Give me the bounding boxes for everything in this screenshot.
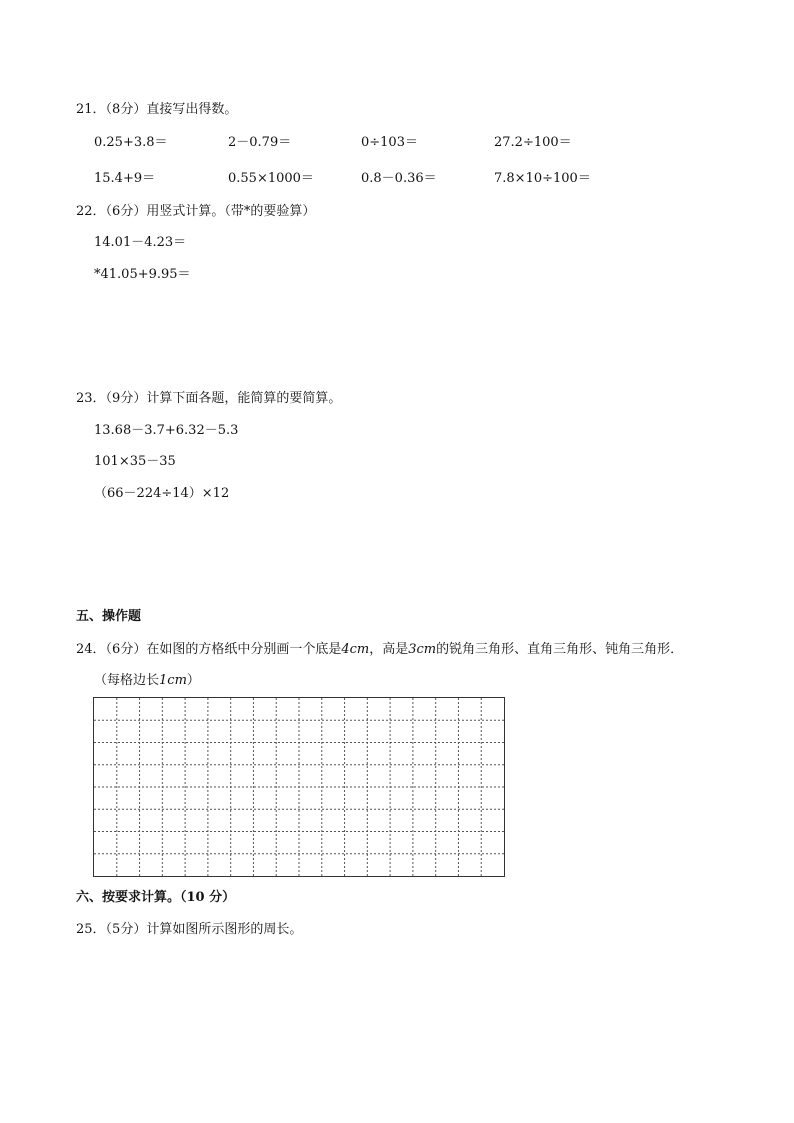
- q24-note: [94, 672, 200, 690]
- q24-header-part-c: 的锐角三角形、直角三角形、钝角三角形．: [436, 642, 684, 657]
- q25-header: 25．（5分）计算如图所示图形的周长。: [76, 922, 303, 937]
- q24-header-part-b: ，高是: [369, 642, 409, 657]
- q22-header: 22．（6分）用竖式计算。（带*的要验算）: [76, 204, 316, 219]
- q21-item-4: 27.2÷100＝: [494, 135, 572, 150]
- q21-item-8: 7.8×10÷100＝: [494, 171, 591, 186]
- q24-note-part-b: ）: [186, 673, 200, 688]
- q21-item-7: 0.8－0.36＝: [361, 171, 437, 186]
- q21-item-6: 0.55×1000＝: [228, 171, 314, 186]
- q24-header: [76, 641, 683, 659]
- q21-item-3: 0÷103＝: [361, 135, 418, 150]
- q22-item-1: 14.01－4.23＝: [94, 235, 187, 250]
- q24-note-unit: 1cm: [159, 673, 187, 688]
- q24-note-part-a: （每格边长: [94, 673, 160, 688]
- q22-item-2: *41.05+9.95＝: [94, 267, 191, 282]
- q21-item-1: 0.25+3.8＝: [94, 135, 168, 150]
- q21-item-2: 2－0.79＝: [228, 135, 292, 150]
- section-6-title: 六、按要求计算。（10 分）: [76, 890, 236, 905]
- q23-item-2: 101×35－35: [94, 454, 176, 469]
- q21-item-5: 15.4+9＝: [94, 171, 156, 186]
- q23-item-3: （66－224÷14）×12: [94, 486, 230, 501]
- q23-header: 23．（9分）计算下面各题，能简算的要简算。: [76, 391, 342, 406]
- q24-height-value: 3cm: [408, 642, 437, 657]
- q21-header: 21．（8分）直接写出得数。: [76, 102, 238, 117]
- section-5-title: 五、操作题: [76, 609, 142, 624]
- square-grid-paper: [93, 697, 505, 877]
- q24-base-value: 4cm: [341, 642, 370, 657]
- q24-header-part-a: 24．（6分）在如图的方格纸中分别画一个底是: [76, 642, 342, 657]
- q23-item-1: 13.68－3.7+6.32－5.3: [94, 423, 239, 438]
- grid-lines: [94, 698, 504, 876]
